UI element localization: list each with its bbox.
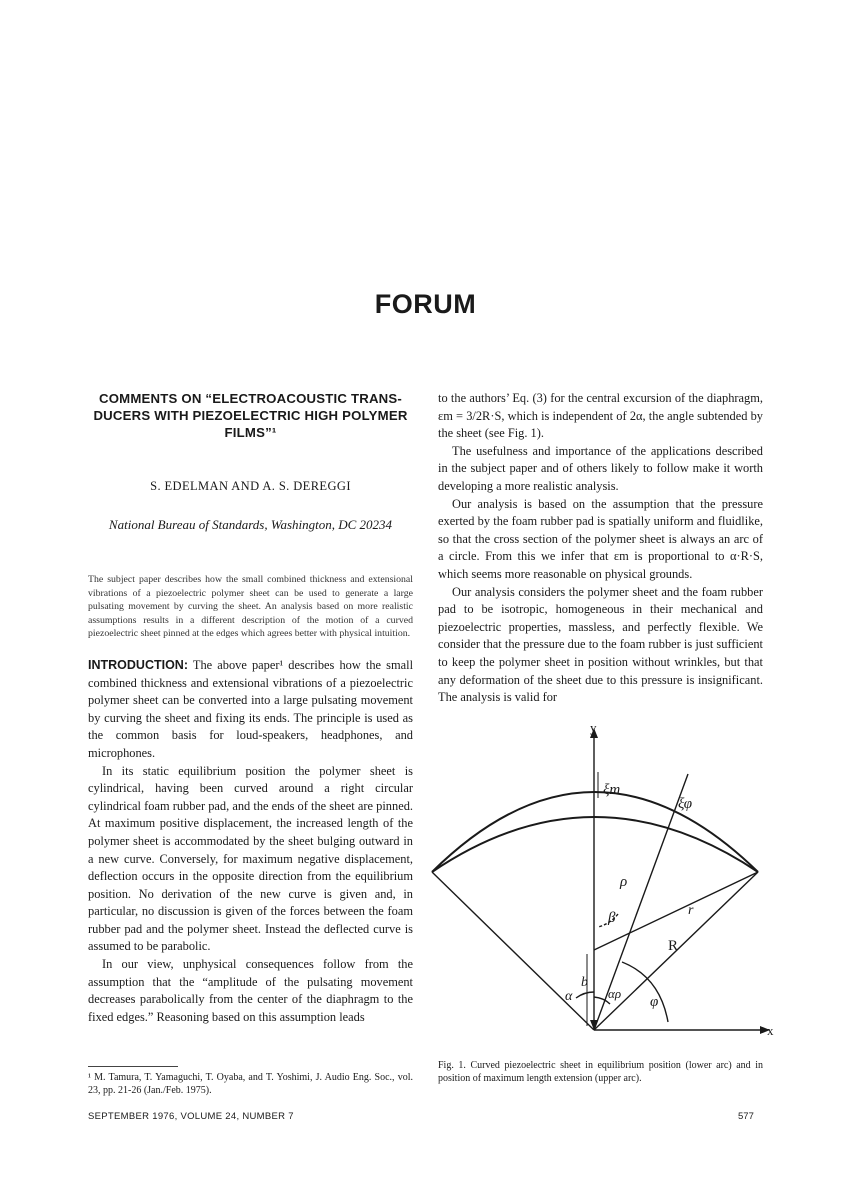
right-paragraph-3: Our analysis is based on the assumption that the pressure exerted by the foam rubber pad is spatially uniform and fluidlike, so that the cross section of the polymer sheet is always an arc of a circle. From this we infer that εm is proportional to α·R·S, which seems more reasonable on physical grounds.	[438, 496, 763, 581]
right-paragraph-1: to the authors’ Eq. (3) for the central excursion of the diaphragm, εm = 3/2R·S, which is independent of 2α, the angle subtended by the sheet (see Fig. 1).	[438, 391, 763, 441]
article-affiliation: National Bureau of Standards, Washington, DC 20234	[108, 517, 393, 532]
footnote-rule	[88, 1066, 178, 1067]
figure-label-R: R	[668, 938, 679, 954]
section-header: FORUM	[374, 289, 477, 319]
figure-label-rho: ρ	[620, 874, 628, 890]
figure-label-phi: φ	[650, 994, 659, 1010]
figure-label-xi-phi: ξφ	[678, 796, 693, 812]
footer-page-number: 577	[738, 1111, 754, 1122]
figure-label-b: b	[581, 975, 588, 990]
figure-1-diagram	[420, 722, 780, 1052]
alpha-arc	[576, 992, 594, 998]
body-paragraph-2: In its static equilibrium position the polymer sheet is cylindrical, having been curved around a right circular cylindrical foam rubber pad, and the ends of the sheet are pinned. At maximum positive displacement, the increased length of the polymer sheet is accommodated by the sheet bulging outward in a new curve. Conversely, for maximum negative displacement, deflection occurs in the opposite direction from the equilibrium position. No derivation of the new curve is given and, in particular, no discussion is given of the forces between the foam rubber pad and the polymer sheet. Instead the deflected curve is assumed to be parabolic.	[88, 763, 413, 954]
intro-heading: INTRODUCTION:	[88, 657, 188, 672]
figure-label-alpha: α	[565, 989, 573, 1004]
upper-arc	[432, 792, 758, 872]
figure-label-x: x	[767, 1023, 774, 1038]
footnote: ¹ M. Tamura, T. Yamaguchi, T. Oyaba, and T. Yoshimi, J. Audio Eng. Soc., vol. 23, pp. 21-26 (Jan./Feb. 1975).	[88, 1072, 413, 1096]
right-column	[438, 390, 763, 707]
right-paragraph-4: Our analysis considers the polymer sheet and the foam rubber pad to be isotropic, homogeneous in their mechanical and piezoelectric properties, massless, and perfectly flexible. We consider that the pressure due to the foam rubber is just sufficient to keep the polymer sheet in position without wrinkles, but that any deformation of the sheet due to this pressure is insignificant. The analysis is valid for	[438, 584, 763, 705]
figure-label-alpha-rho: αρ	[608, 986, 622, 1001]
article-authors: S. EDELMAN AND A. S. DEREGGI	[150, 479, 351, 493]
figure-label-r: r	[688, 903, 694, 918]
right-paragraph-2: The usefulness and importance of the applications described in the subject paper and of others likely to follow make it worth developing a more realistic analysis.	[438, 443, 763, 493]
article-title: COMMENTS ON “ELECTROACOUSTIC TRANS-DUCERS WITH PIEZOELECTRIC HIGH POLYMER FILMS”¹	[93, 391, 408, 440]
figure-label-y: y	[590, 722, 597, 735]
figure-label-xi-m: ξm	[603, 782, 621, 798]
article-abstract: The subject paper describes how the small combined thickness and extensional vibrations of a piezoelectric polymer sheet can be used to generate a large pulsating movement by curving the sheet. An analysis based on more realistic assumptions results in a different description of the motion of a curved piezoelectric sheet pinned at the edges which agrees better with physical intuition.	[88, 574, 413, 640]
figure-label-beta: β	[608, 910, 616, 926]
origin-arrow	[590, 1020, 598, 1030]
body-paragraph-3: In our view, unphysical consequences follow from the assumption that the “amplitude of the pulsating movement decreases parabolically from the center of the diaphragm to the fixed edges.” Reasoning based on this assumption leads	[88, 957, 413, 1024]
figure-caption: Fig. 1. Curved piezoelectric sheet in equilibrium position (lower arc) and in position of maximum length extension (upper arc).	[438, 1060, 763, 1084]
footer-journal-issue: SEPTEMBER 1976, VOLUME 24, NUMBER 7	[88, 1111, 294, 1122]
phi-arc	[622, 962, 668, 1022]
intro-paragraph	[88, 657, 413, 763]
left-radius-line	[432, 872, 594, 1030]
lower-arc	[432, 817, 758, 872]
intro-text: The above paper¹ describes how the small combined thickness and extensional vibrations of a piezoelectric polymer sheet can be converted into a large pulsating movement by curving the sheet and fixing its ends. The principle is used as the common basis for loud-speakers, headphones, and microphones.	[88, 657, 414, 760]
left-column	[88, 390, 413, 1026]
